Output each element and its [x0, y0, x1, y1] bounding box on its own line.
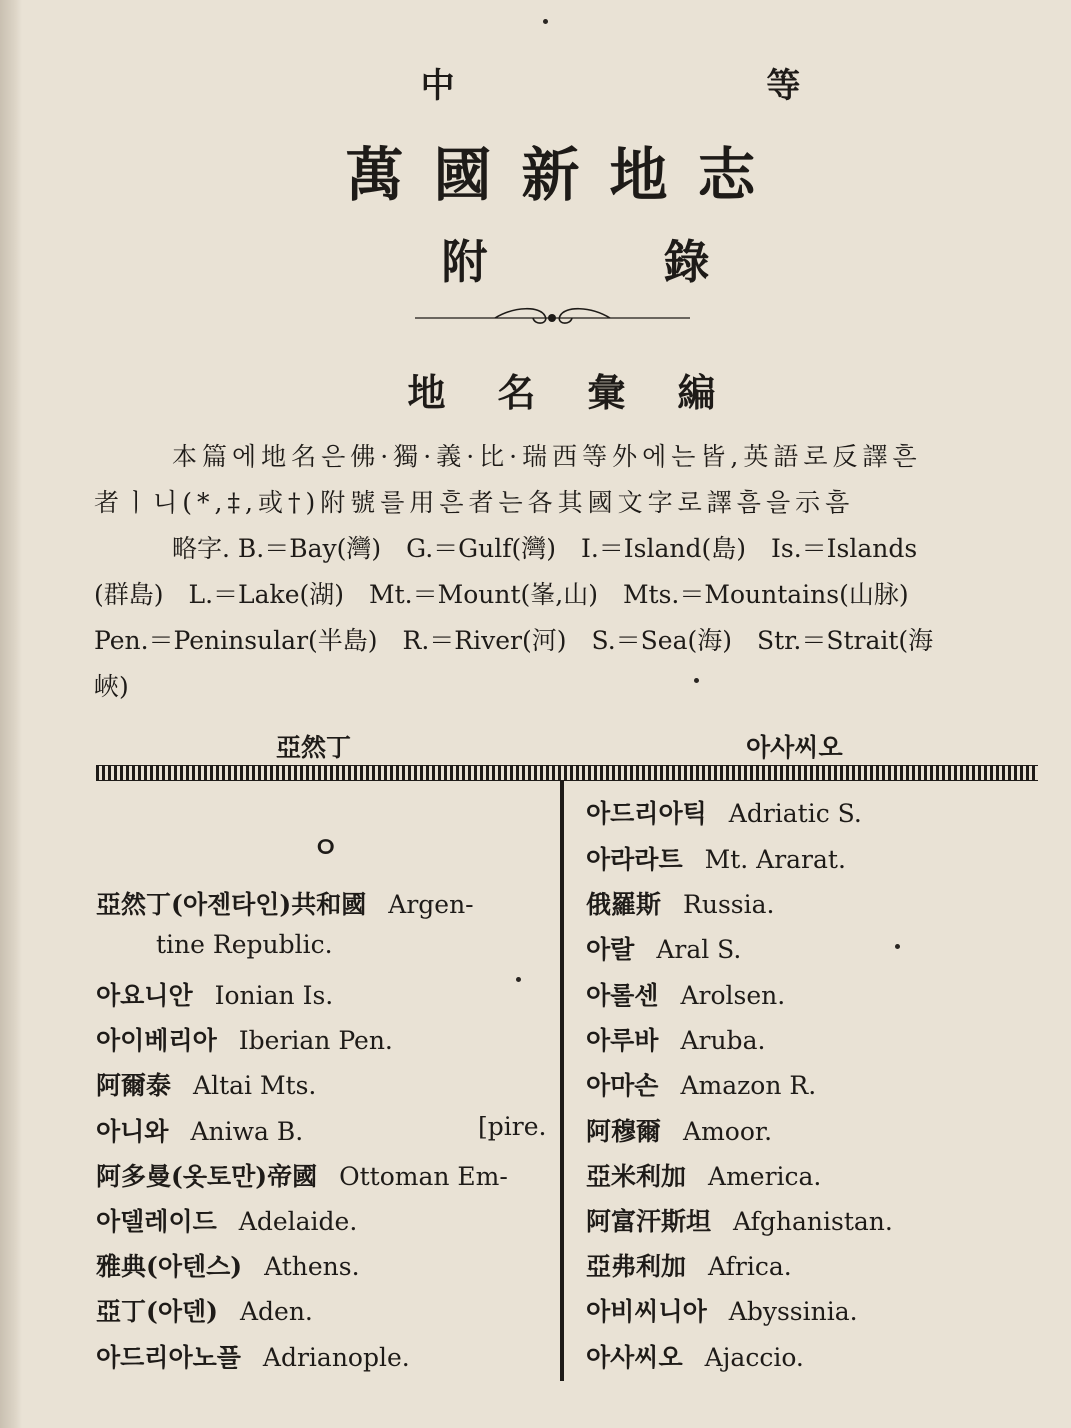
entry-korean: 아니와	[96, 1117, 169, 1146]
entry-english: Africa.	[708, 1252, 792, 1281]
entry-korean: 아요니안	[96, 981, 193, 1010]
list-item	[586, 840, 846, 876]
abbrev-line-3: Pen.＝Peninsular(半島) R.＝River(河) S.＝Sea(海) Str.＝Strait(海	[94, 626, 934, 655]
list-item	[96, 885, 474, 921]
entry-korean: 阿穆爾	[586, 1117, 662, 1146]
entry-korean: 아델레이드	[96, 1207, 217, 1236]
left-column-head: 亞然丁	[276, 733, 352, 762]
entry-english: Amazon R.	[680, 1071, 817, 1100]
entry-english: Russia.	[683, 890, 775, 919]
series-label: 中 等	[420, 66, 951, 106]
entry-english: Aden.	[239, 1297, 313, 1326]
intro-text	[94, 434, 1039, 710]
entry-korean: 亞丁(아덴)	[96, 1297, 218, 1326]
print-speck	[694, 678, 699, 683]
list-item	[96, 1202, 357, 1238]
entry-english: Aruba.	[680, 1026, 766, 1055]
section-title: 地名彙編	[407, 370, 768, 415]
right-column-head: 아사씨오	[746, 733, 843, 762]
entry-korean: 雅典(아텐스)	[96, 1252, 243, 1281]
book-title: 萬國新地志	[345, 141, 786, 209]
list-item	[96, 976, 333, 1012]
entry-english: America.	[708, 1162, 822, 1191]
book-subtitle: 附 錄	[441, 235, 790, 289]
entry-korean: 아비씨니아	[586, 1297, 707, 1326]
list-item	[586, 1338, 804, 1374]
entry-english: Ajaccio.	[704, 1343, 804, 1372]
entry-english: Adelaide.	[238, 1207, 358, 1236]
entry-english: Iberian Pen.	[238, 1026, 393, 1055]
list-item	[586, 1202, 893, 1238]
entry-english: Argen-	[388, 890, 474, 919]
entry-korean: 아드리아틱	[586, 799, 707, 828]
list-item	[586, 1247, 792, 1283]
entry-english: Afghanistan.	[733, 1207, 893, 1236]
list-item	[96, 1021, 393, 1057]
entry-korean: 亞然丁(아젠타인)共和國	[96, 890, 367, 919]
entry-korean: 아이베리아	[96, 1026, 217, 1055]
entry-korean: 俄羅斯	[586, 890, 662, 919]
entry-korean: 아라라트	[586, 845, 683, 874]
entry-korean: 亞弗利加	[586, 1252, 687, 1281]
print-speck	[543, 19, 548, 24]
list-item	[586, 1157, 821, 1193]
entry-english: Ottoman Em-	[339, 1162, 508, 1191]
entry-english: Ionian Is.	[214, 981, 334, 1010]
entry-korean: 아마손	[586, 1071, 659, 1100]
list-item	[96, 1247, 360, 1283]
entry-korean: 阿多曼(옷토만)帝國	[96, 1162, 318, 1191]
page-gutter-shadow	[0, 0, 22, 1428]
entry-korean: 아루바	[586, 1026, 659, 1055]
column-divider	[560, 781, 564, 1381]
list-item	[96, 1338, 410, 1374]
entry-english: tine Republic.	[156, 930, 333, 959]
abbrev-line-2: (群島) L.＝Lake(湖) Mt.＝Mount(峯,山) Mts.＝Mountains(山脉)	[94, 580, 909, 609]
print-speck	[895, 944, 900, 949]
list-item	[586, 930, 741, 966]
abbrev-label: 略字.	[172, 534, 230, 563]
list-item	[586, 794, 862, 830]
entry-english: Abyssinia.	[728, 1297, 858, 1326]
entry-english: Adrianople.	[262, 1343, 410, 1372]
list-item	[156, 930, 333, 959]
entry-english: Adriatic S.	[728, 799, 862, 828]
entry-korean: 아랄	[586, 935, 635, 964]
entry-korean: 亞米利加	[586, 1162, 687, 1191]
list-item	[586, 1292, 858, 1328]
ornament-divider	[415, 302, 690, 332]
abbrev-text-1: B.＝Bay(灣) G.＝Gulf(灣) I.＝Island(島) Is.＝Islands	[237, 534, 918, 563]
entry-english: Altai Mts.	[193, 1071, 317, 1100]
intro-line-1: 本篇에地名은佛·獨·義·比·瑞西等外에는皆,英語로反譯흔	[172, 442, 922, 471]
entry-overflow-text: [pire.	[478, 1112, 547, 1141]
entry-english: Athens.	[264, 1252, 360, 1281]
list-item	[96, 1066, 316, 1102]
entry-english: Aral S.	[656, 935, 742, 964]
list-item	[586, 1112, 772, 1148]
entry-english: Aniwa B.	[190, 1117, 304, 1146]
entry-korean: 아사씨오	[586, 1343, 683, 1372]
entry-korean: 阿富汗斯坦	[586, 1207, 712, 1236]
entry-korean: 阿爾泰	[96, 1071, 172, 1100]
intro-line-2: 者ㅣ니(*,‡,或†)附號를用흔者는各其國文字로譯흠을示흠	[94, 488, 855, 517]
list-item	[586, 1021, 765, 1057]
list-item	[96, 1157, 508, 1193]
abbrev-line-1	[94, 526, 1039, 572]
list-item	[96, 1292, 313, 1328]
entry-korean: 아롤센	[586, 981, 659, 1010]
letter-marker: ㅇ	[312, 831, 340, 864]
list-item	[96, 1112, 303, 1148]
print-speck	[516, 977, 521, 982]
list-item	[586, 976, 785, 1012]
header-rule	[96, 765, 1038, 781]
entry-english: Arolsen.	[680, 981, 786, 1010]
list-item	[586, 1066, 816, 1102]
entry-english: Amoor.	[683, 1117, 773, 1146]
entry-english: Mt. Ararat.	[704, 845, 846, 874]
abbrev-line-4: 峽)	[94, 672, 129, 701]
list-item	[586, 885, 774, 921]
entry-korean: 아드리아노플	[96, 1343, 241, 1372]
